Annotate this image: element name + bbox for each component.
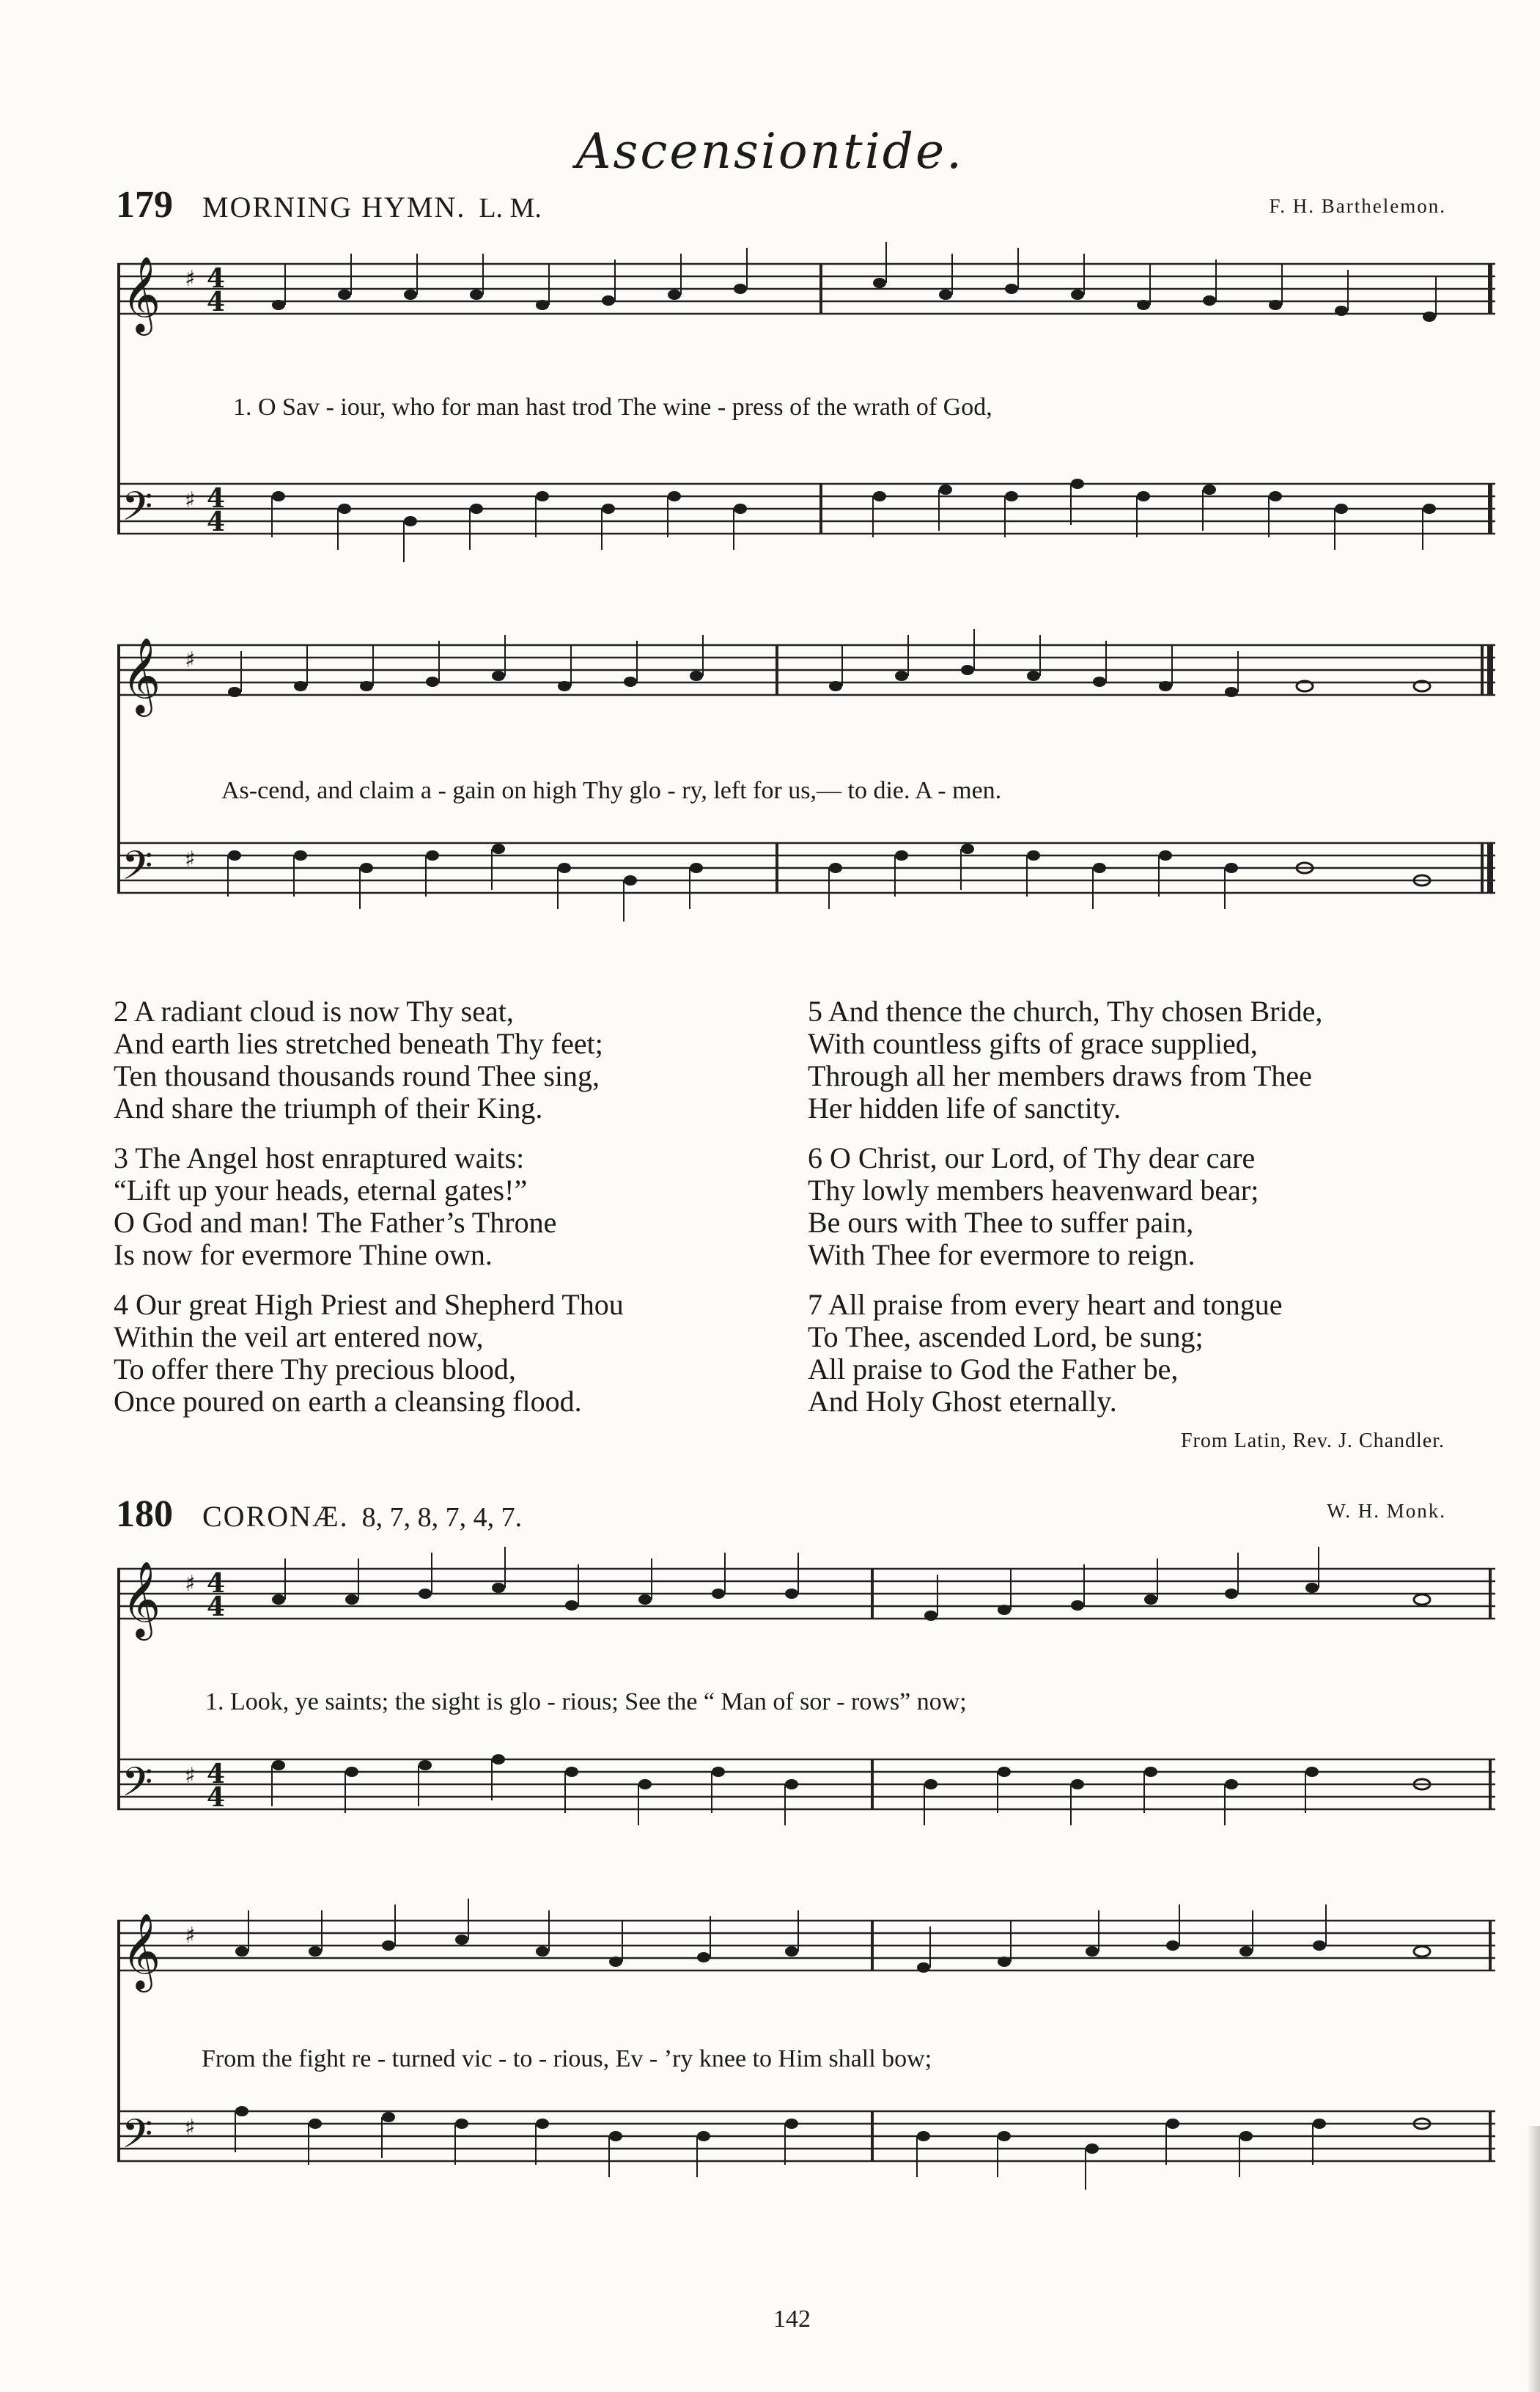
svg-text:♯: ♯: [185, 1923, 196, 1948]
svg-text:4: 4: [207, 287, 226, 317]
svg-text:4: 4: [207, 1782, 226, 1813]
hymn-179-lyrics-line-1: 1. O Sav - iour, who for man hast trod The wine - press of the wrath of God,: [233, 394, 992, 421]
verse-line: O God and man! The Father’s Throne: [114, 1206, 557, 1239]
svg-text:4: 4: [207, 1759, 226, 1789]
svg-text:𝄞: 𝄞: [122, 637, 161, 714]
hymn-180-composer: W. H. Monk.: [1327, 1500, 1446, 1522]
svg-text:𝄞: 𝄞: [122, 256, 161, 333]
verse-line: Within the veil art entered now,: [114, 1320, 484, 1353]
page-edge-shadow: [1527, 2126, 1540, 2392]
hymn-179-composer: F. H. Barthelemon.: [1269, 195, 1446, 217]
svg-text:♯: ♯: [185, 266, 196, 292]
svg-text:4: 4: [207, 1568, 226, 1599]
hymn-179-verses-right: [808, 996, 1322, 1435]
hymn-180-tune: CORONÆ.: [202, 1500, 349, 1533]
verse-4: [114, 1289, 624, 1418]
verse-line: 2 A radiant cloud is now Thy seat,: [114, 995, 514, 1028]
verse-line: Her hidden life of sanctity.: [808, 1092, 1121, 1125]
svg-text:♯: ♯: [185, 1571, 196, 1597]
hymn-180-heading: [116, 1493, 522, 1536]
svg-text:𝄢: 𝄢: [122, 842, 153, 899]
verse-line: 6 O Christ, our Lord, of Thy dear care: [808, 1141, 1256, 1174]
verse-line: 5 And thence the church, Thy chosen Bride,: [808, 995, 1323, 1028]
svg-text:♯: ♯: [185, 487, 196, 513]
verse-line: To Thee, ascended Lord, be sung;: [808, 1320, 1204, 1353]
verse-7: [808, 1289, 1322, 1418]
verse-line: Once poured on earth a cleansing flood.: [114, 1385, 582, 1418]
section-title: Ascensiontide.: [575, 123, 965, 180]
hymn-179-meter: L. M.: [479, 193, 542, 224]
verse-line: “Lift up your heads, eternal gates!”: [114, 1174, 528, 1207]
hymn-179-verses-left: [114, 996, 624, 1435]
verse-line: Be ours with Thee to suffer pain,: [808, 1206, 1194, 1239]
verse-line: To offer there Thy precious blood,: [114, 1353, 516, 1385]
verse-line: Through all her members draws from Thee: [808, 1059, 1312, 1092]
hymn-179-tune: MORNING HYMN.: [202, 191, 466, 224]
svg-text:𝄞: 𝄞: [122, 1913, 161, 1990]
hymn-179-lyrics-line-2: As-cend, and claim a - gain on high Thy glo - ry, left for us,— to die. A - men.: [221, 777, 1002, 804]
hymn-179-number: 179: [116, 184, 173, 226]
verse-line: With countless gifts of grace supplied,: [808, 1027, 1258, 1060]
verse-line: 4 Our great High Priest and Shepherd Thou: [114, 1288, 624, 1321]
hymn-180-lyrics-line-1: 1. Look, ye saints; the sight is glo - rious; See the “ Man of sor - rows” now;: [205, 1688, 967, 1715]
verse-line: All praise to God the Father be,: [808, 1353, 1179, 1385]
verse-5: [808, 996, 1322, 1125]
verse-line: And earth lies stretched beneath Thy feet;: [114, 1027, 603, 1060]
svg-text:4: 4: [207, 1591, 226, 1622]
svg-text:𝄞: 𝄞: [122, 1561, 161, 1638]
svg-text:4: 4: [207, 263, 226, 294]
verse-line: 3 The Angel host enraptured waits:: [114, 1141, 525, 1174]
hymn-179-system-1: [117, 235, 1495, 616]
verse-line: And Holy Ghost eternally.: [808, 1385, 1117, 1418]
hymn-180-lyrics-line-2: From the fight re - turned vic - to - rious, Ev - ’ry knee to Him shall bow;: [202, 2045, 932, 2072]
svg-text:♯: ♯: [185, 647, 196, 673]
hymn-179-credit: From Latin, Rev. J. Chandler.: [1180, 1429, 1445, 1452]
hymn-179-heading: [116, 183, 542, 227]
svg-text:4: 4: [207, 507, 226, 537]
verse-3: [114, 1142, 624, 1271]
svg-text:♯: ♯: [185, 1763, 196, 1789]
verse-6: [808, 1142, 1322, 1271]
svg-text:4: 4: [207, 483, 226, 514]
verse-line: With Thee for evermore to reign.: [808, 1238, 1195, 1271]
svg-text:𝄢: 𝄢: [122, 1759, 153, 1815]
verse-line: And share the triumph of their King.: [114, 1092, 543, 1125]
svg-text:♯: ♯: [185, 2115, 196, 2141]
verse-line: Thy lowly members heavenward bear;: [808, 1174, 1259, 1207]
svg-text:𝄢: 𝄢: [122, 483, 153, 540]
verse-line: 7 All praise from every heart and tongue: [808, 1288, 1283, 1321]
verse-line: Is now for evermore Thine own.: [114, 1238, 493, 1271]
page-number: 142: [773, 2305, 811, 2333]
svg-text:♯: ♯: [185, 847, 196, 872]
verse-2: [114, 996, 624, 1125]
verse-line: Ten thousand thousands round Thee sing,: [114, 1059, 600, 1092]
hymn-180-number: 180: [116, 1493, 173, 1535]
svg-text:𝄢: 𝄢: [122, 2111, 153, 2167]
hymn-180-meter: 8, 7, 8, 7, 4, 7.: [361, 1502, 523, 1533]
